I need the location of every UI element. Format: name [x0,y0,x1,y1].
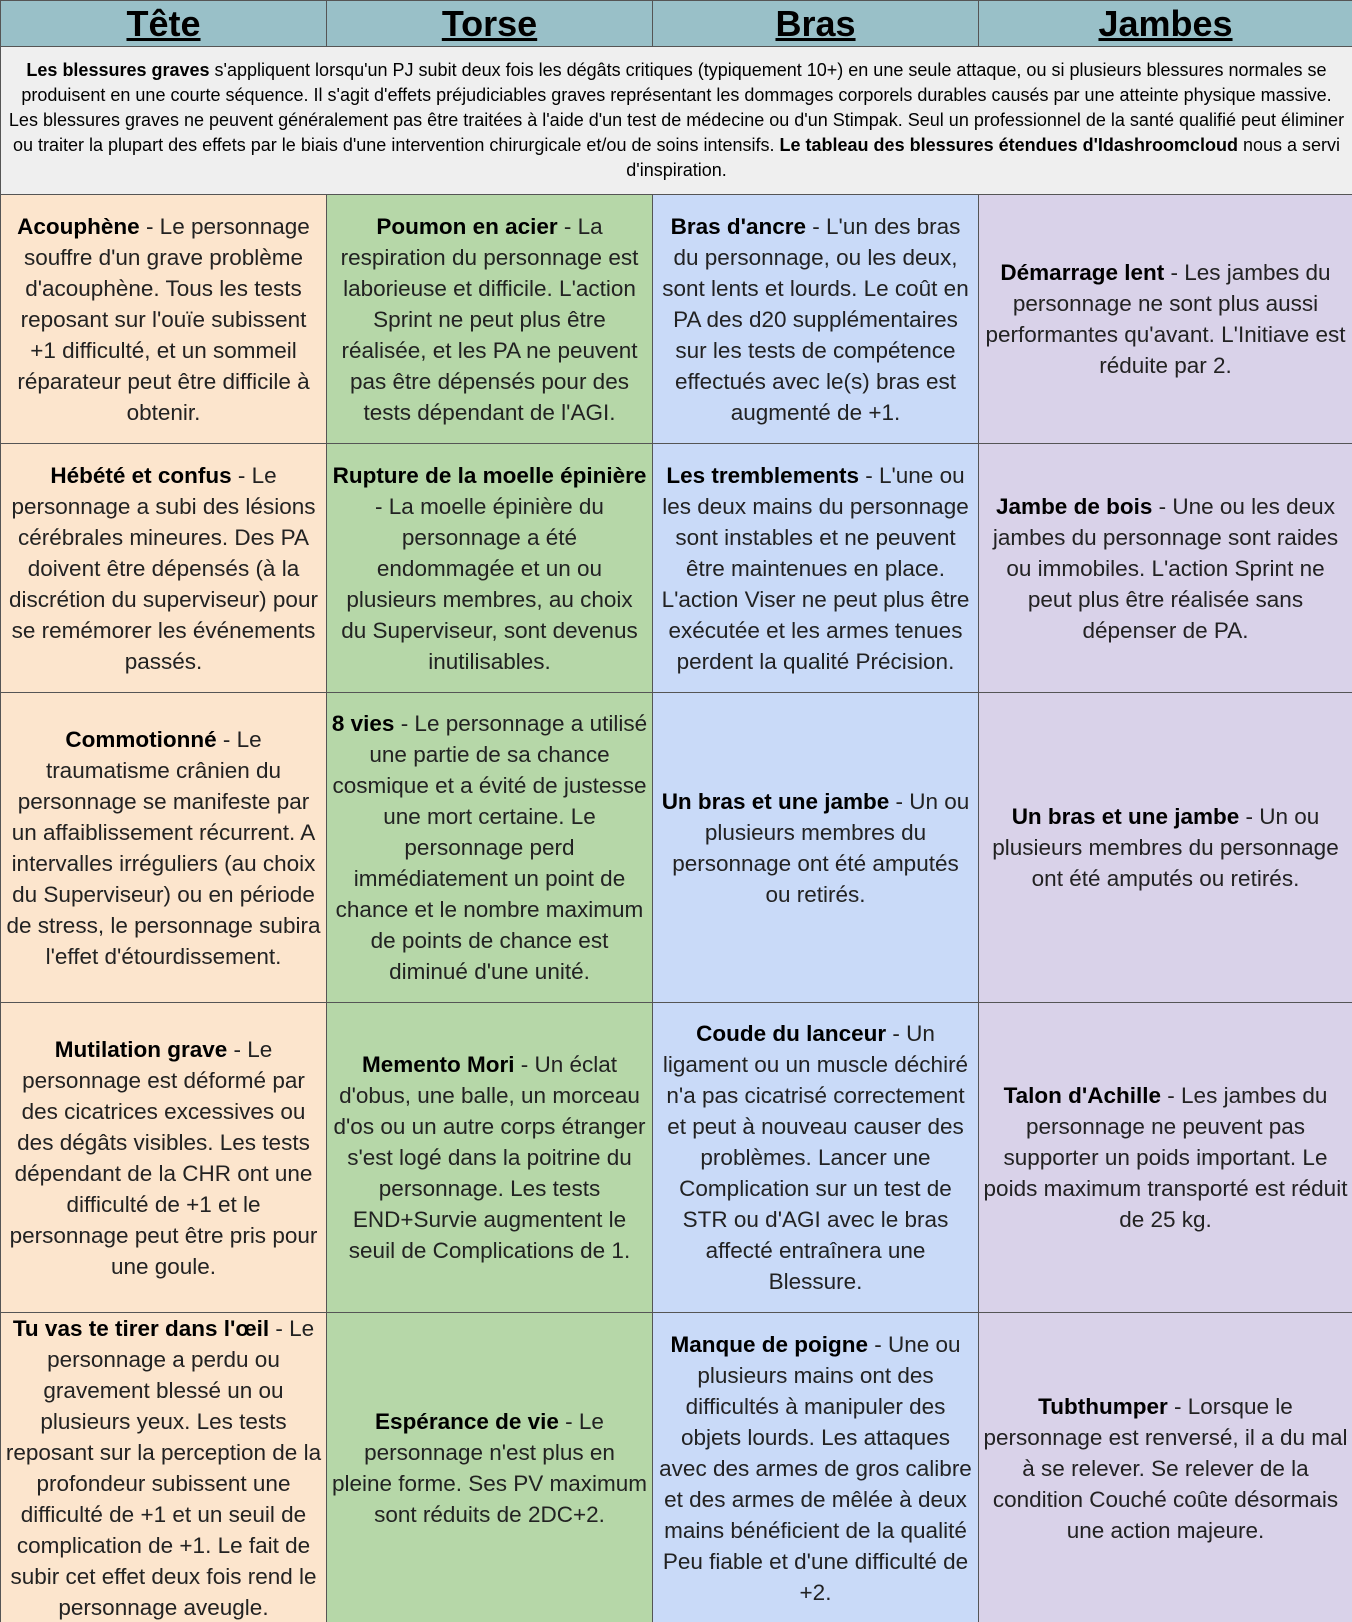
injury-cell-torse [327,444,653,693]
injury-name: Espérance de vie [375,1409,559,1434]
injury-name: Les tremblements [666,462,859,488]
injury-desc: - Le personnage a utilisé une partie de sa chance cosmique et a évité de justesse une mort certaine. Le personnage perd immédiatement un point de chance et le nombre maximum de points de chance est diminué d'une unité. [332,711,648,984]
injury-cell-bras [653,1313,979,1622]
intro-source: Le tableau des blessures étendues d'Idashroomcloud [779,135,1238,155]
injury-desc: - Les jambes du personnage ne peuvent pas supporter un poids important. Le poids maximum transporté est réduit de 25 kg. [983,1083,1348,1232]
injury-desc: - Une ou plusieurs mains ont des difficultés à manipuler des objets lourds. Les attaques avec des armes de gros calibre et des armes de mêlée à deux mains bénéficient de la qualité Peu fiable et d'une difficulté de +2. [659,1331,972,1605]
injury-name: Manque de poigne [670,1331,868,1357]
injury-name: Tubthumper [1038,1393,1168,1419]
injury-desc: - Un éclat d'obus, une balle, un morceau d'os ou un autre corps étranger s'est logé dans la poitrine du personnage. Les tests END+Survie augmentent le seuil de Complications de 1. [333,1052,646,1263]
injury-desc: - L'un des bras du personnage, ou les deux, sont lents et lourds. Le coût en PA des d20 supplémentaires sur les tests de compétence effectués avec le(s) bras est augmenté de +1. [662,213,969,425]
column-header-bras: Bras [653,1,979,47]
injury-desc: - Le personnage a subi des lésions cérébrales mineures. Des PA doivent être dépensés (à la discrétion du superviseur) pour se remémorer les événements passés. [9,462,318,674]
column-header-jambes: Jambes [979,1,1352,47]
injury-name: Tu vas te tirer dans l'œil [12,1316,270,1341]
intro-paragraph [1,47,1352,195]
injury-cell-jambes [979,1313,1352,1622]
injury-cell-torse [327,195,653,444]
table-row [1,1003,1352,1313]
injury-name: Coude du lanceur [696,1021,887,1046]
column-header-torse: Torse [327,1,653,47]
injury-desc: - L'une ou les deux mains du personnage sont instables et ne peuvent être maintenues en place. L'action Viser ne peut plus être exécutée et les armes tenues perdent la qualité Précision. [661,462,970,674]
injury-cell-jambes [979,693,1352,1003]
injury-desc: - Le personnage est déformé par des cicatrices excessives ou des dégâts visibles. Les tests dépendant de la CHR ont une difficulté de +1 et le personnage peut être pris pour une goule. [9,1036,318,1279]
injury-name: Rupture de la moelle épinière [332,462,647,488]
table-row [1,444,1352,693]
intro-text: s'appliquent lorsqu'un PJ subit deux fois les dégâts critiques (typiquement 10+) en une seule attaque, ou si plusieurs blessures normales se produisent en une courte séquence. Il s'agit d'effets préjudiciables graves représentant les dommages corporels durables causés par une atteinte physique massive. Les blessures graves ne peuvent généralement pas être traitées à l'aide d'un test de médecine ou d'un Stimpak. Seul un professionnel de la santé qualifié peut éliminer ou traiter la plupart des effets par le biais d'une intervention chirurgicale et/ou de soins intensifs. [8,60,1345,155]
injury-desc: - Un ligament ou un muscle déchiré n'a pas cicatrisé correctement et peut à nouveau causer des problèmes. Lancer une Complication sur un test de STR ou d'AGI avec le bras affecté entraînera une Blessure. [662,1021,969,1294]
column-header-tete: Tête [1,1,327,47]
injury-cell-tete [1,1313,327,1622]
intro-row [1,47,1352,195]
injury-name: Talon d'Achille [1003,1083,1162,1108]
injury-desc: - Le traumatisme crânien du personnage se manifeste par un affaiblissement récurrent. A intervalles irréguliers (au choix du Superviseur) ou en période de stress, le personnage subira l'effet d'étourdissement. [6,726,321,969]
injury-name: Acouphène [17,213,140,239]
injury-cell-tete [1,195,327,444]
table-row [1,693,1352,1003]
injury-cell-bras [653,693,979,1003]
intro-tail: nous a servi d'inspiration. [626,135,1340,180]
injury-desc: - Lorsque le personnage est renversé, il a du mal à se relever. Se relever de la condition Couché coûte désormais une action majeure. [983,1393,1348,1543]
injury-desc: - Une ou les deux jambes du personnage sont raides ou immobiles. L'action Sprint ne peut plus être réalisée sans dépenser de PA. [992,493,1339,643]
injury-desc: - Le personnage n'est plus en pleine forme. Ses PV maximum sont réduits de 2DC+2. [331,1409,648,1527]
injury-name: Mutilation grave [54,1036,228,1062]
injury-desc: - Un ou plusieurs membres du personnage ont été amputés ou retirés. [992,804,1339,891]
intro-lead: Les blessures graves [26,60,210,80]
injury-desc: - La respiration du personnage est laborieuse et difficile. L'action Sprint ne peut plus être réalisée, et les PA ne peuvent pas être dépensés pour des tests dépendant de l'AGI. [340,213,639,425]
injury-cell-torse [327,1313,653,1622]
injury-name: Jambe de bois [996,493,1153,519]
injury-cell-tete [1,444,327,693]
injury-name: Bras d'ancre [670,213,807,239]
injury-cell-jambes [979,195,1352,444]
injury-cell-jambes [979,444,1352,693]
injury-cell-tete [1,1003,327,1313]
injury-desc: - Les jambes du personnage ne sont plus aussi performantes qu'avant. L'Initiave est réduite par 2. [985,260,1346,378]
injury-name: Memento Mori [361,1052,515,1077]
injury-cell-bras [653,1003,979,1313]
injury-name: Hébété et confus [50,462,232,488]
injury-cell-torse [327,693,653,1003]
injury-desc: - Le personnage a perdu ou gravement blessé un ou plusieurs yeux. Les tests reposant sur la perception de la profondeur subissent une difficulté de +1 et un seuil de complication de +1. Le fait de subir cet effet deux fois rend le personnage aveugle. [5,1316,322,1620]
injury-name: 8 vies [331,711,395,736]
table-row [1,195,1352,444]
injury-name: Poumon en acier [376,213,558,239]
injury-cell-bras [653,444,979,693]
injury-name: Un bras et une jambe [1011,804,1240,829]
injury-desc: - Le personnage souffre d'un grave problème d'acouphène. Tous les tests reposant sur l'ouïe subissent +1 difficulté, et un sommeil réparateur peut être difficile à obtenir. [17,213,310,425]
injury-desc: - Un ou plusieurs membres du personnage ont été amputés ou retirés. [672,788,970,907]
injury-cell-torse [327,1003,653,1313]
injury-name: Commotionné [65,726,217,752]
injury-name: Un bras et une jambe [661,788,890,814]
injury-cell-tete [1,693,327,1003]
table-row [1,1313,1352,1622]
header-row [1,1,1352,47]
injury-name: Démarrage lent [1000,260,1165,285]
injury-cell-bras [653,195,979,444]
injury-cell-jambes [979,1003,1352,1313]
injury-desc: - La moelle épinière du personnage a été endommagée et un ou plusieurs membres, au choix du Superviseur, sont devenus inutilisables. [341,493,638,674]
